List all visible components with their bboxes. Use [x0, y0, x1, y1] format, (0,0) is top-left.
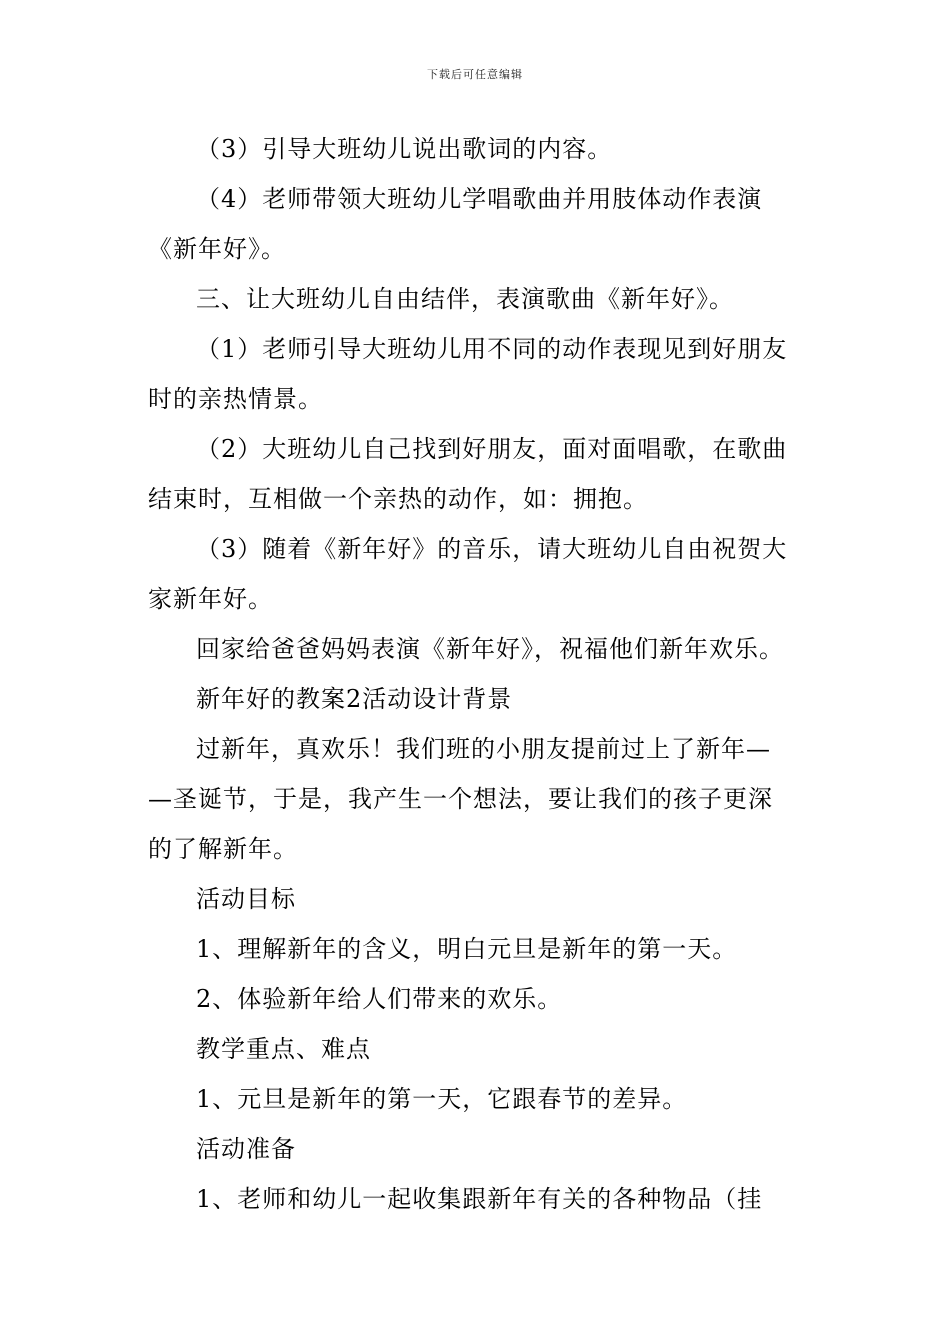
text-line: 回家给爸爸妈妈表演《新年好》，祝福他们新年欢乐。 — [196, 635, 784, 663]
text-line: 的了解新年。 — [148, 835, 298, 863]
page-header: 下载后可任意编辑 — [427, 68, 523, 81]
text-line: —圣诞节，于是，我产生一个想法，要让我们的孩子更深 — [148, 785, 773, 813]
text-line: 《新年好》。 — [148, 235, 286, 263]
text-line: 结束时，互相做一个亲热的动作，如：拥抱。 — [148, 485, 648, 513]
section-heading: 教学重点、难点 — [196, 1035, 371, 1063]
text-line: （4）老师带领大班幼儿学唱歌曲并用肢体动作表演 — [196, 185, 763, 213]
text-line: 2、体验新年给人们带来的欢乐。 — [196, 985, 563, 1013]
text-line: 家新年好。 — [148, 585, 273, 613]
text-line: 1、老师和幼儿一起收集跟新年有关的各种物品（挂 — [196, 1185, 763, 1213]
text-line: （3）随着《新年好》的音乐，请大班幼儿自由祝贺大 — [196, 535, 788, 563]
text-line: （2）大班幼儿自己找到好朋友，面对面唱歌，在歌曲 — [196, 435, 788, 463]
section-heading: 活动准备 — [196, 1135, 296, 1163]
section-heading: 新年好的教案2活动设计背景 — [196, 685, 513, 713]
text-line: （3）引导大班幼儿说出歌词的内容。 — [196, 135, 613, 163]
text-line: （1）老师引导大班幼儿用不同的动作表现见到好朋友 — [196, 335, 788, 363]
text-line: 时的亲热情景。 — [148, 385, 323, 413]
text-line: 过新年，真欢乐！我们班的小朋友提前过上了新年— — [196, 735, 771, 763]
text-line: 1、元旦是新年的第一天，它跟春节的差异。 — [196, 1085, 688, 1113]
section-heading: 活动目标 — [196, 885, 296, 913]
text-line: 三、让大班幼儿自由结伴，表演歌曲《新年好》。 — [196, 285, 734, 313]
text-line: 1、理解新年的含义，明白元旦是新年的第一天。 — [196, 935, 738, 963]
